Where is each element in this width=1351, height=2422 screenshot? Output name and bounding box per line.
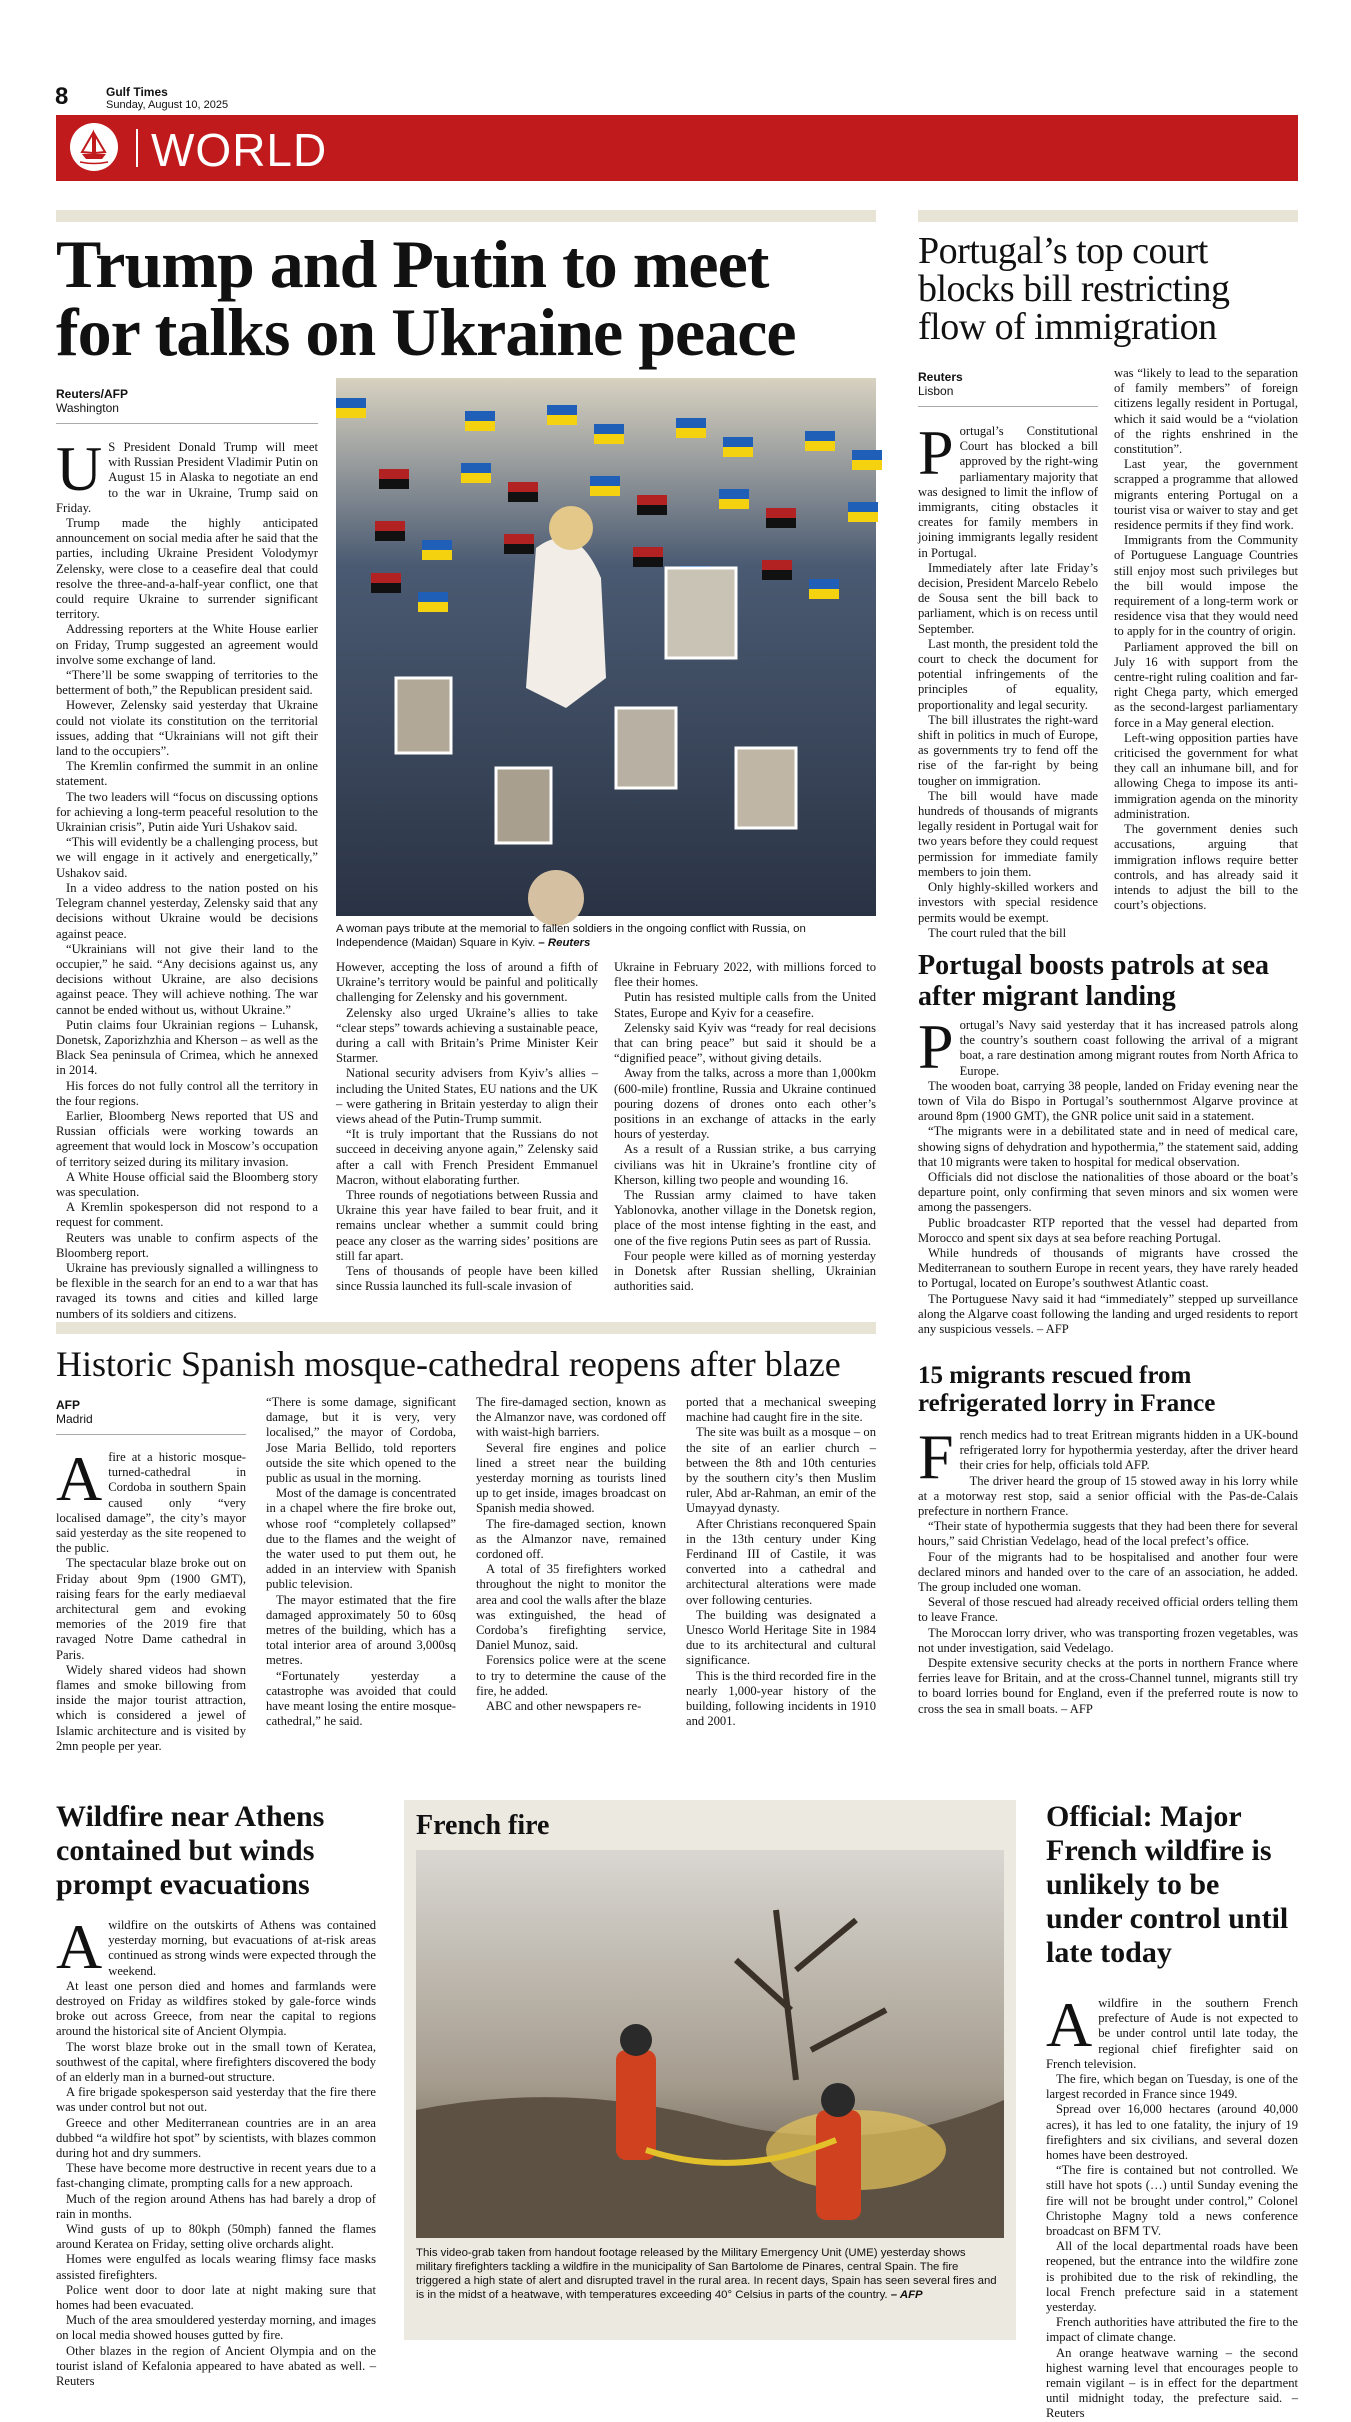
section-rule-mosque bbox=[56, 1322, 876, 1334]
paragraph: “There’ll be some swapping of territories to the betterment of both,” the Republican president said. bbox=[56, 668, 318, 698]
paragraph: Several of those rescued had already received official orders telling them to leave France. bbox=[918, 1595, 1298, 1625]
paragraph: Ukraine has previously signalled a willingness to be flexible in the search for an end to a war that has ravaged its towns and cities and killed large numbers of its soldiers and citizens. bbox=[56, 1260, 318, 1321]
paragraph: The wooden boat, carrying 38 people, landed on Friday evening near the town of Vila do Bispo in Portugal’s southernmost Algarve province at around 8pm (1900 GMT), the GNR police unit said in a statement. bbox=[918, 1078, 1298, 1124]
main-headline-line-2: for talks on Ukraine peace bbox=[56, 294, 796, 370]
caption-credit: – Reuters bbox=[535, 937, 591, 949]
french-fire-box bbox=[404, 1800, 1016, 2340]
paragraph: The Kremlin confirmed the summit in an online statement. bbox=[56, 759, 318, 789]
paragraph: This is the third recorded fire in the nearly 1,000-year history of the building, following incidents in 1910 and 2001. bbox=[686, 1668, 876, 1729]
paragraph: ABC and other newspapers re- bbox=[486, 1699, 642, 1714]
caption-text: This video-grab taken from handout footage released by the Military Emergency Unit (UME) yesterday shows military firefighters tackling a wildfire in the municipality of San Bartolome de Pinares, central Spain. The fire triggered a high state of alert and disrupted travel in the rural area. In recent days, Spain has seen several fires and is in the midst of a heatwave, with temperatures exceeding 40° Celsius in parts of the country. bbox=[416, 2247, 997, 2301]
athens-body bbox=[56, 1911, 376, 2389]
paragraph: “Their state of hypothermia suggests that they had been there for several hours,” said Christian Vedelago, head of the local prefect’s office. bbox=[918, 1519, 1298, 1549]
athens-headline: Wildfire near Athens contained but winds prompt evacuations bbox=[56, 1800, 325, 1901]
paragraph: ortugal’s Constitutional Court has blocked a bill approved by the right-wing parliamentary majority that was designed to limit the inflow of immigrants, citing obstacles it creates for family members in joining immigrants legally resident in Portugal. bbox=[918, 424, 1098, 560]
paragraph: Spread over 16,000 hectares (around 40,000 acres), it has led to one fatality, the injury of 19 firefighters and six civilians, and several dozen homes have been destroyed. bbox=[1046, 2102, 1298, 2163]
mosque-byline-block bbox=[56, 1398, 246, 1435]
paragraph: Widely shared videos had shown flames and smoke billowing from inside the major tourist attraction, which is considered a jewel of Islamic architecture and is visited by 2mn people per year. bbox=[56, 1662, 246, 1753]
dropcap: P bbox=[918, 417, 954, 488]
paragraph: The driver heard the group of 15 stowed away in his lorry while at a motorway rest stop, said a senior official with the Pas-de-Calais prefecture in northern France. bbox=[918, 1473, 1298, 1519]
paragraph: The Portuguese Navy said it had “immediately” stepped up surveillance along the Algarve coast following the landing and urged residents to report any suspicious vessels. – AFP bbox=[918, 1291, 1298, 1337]
lorry-text bbox=[918, 1421, 1298, 1717]
section-banner bbox=[56, 115, 1298, 181]
main-headline bbox=[56, 226, 886, 370]
portugal-court-column-1 bbox=[918, 417, 1098, 972]
portugal-court-headline: Portugal’s top court blocks bill restricting flow of immigration bbox=[918, 230, 1230, 348]
paragraph: As a result of a Russian strike, a bus carrying civilians was hit in Ukraine’s frontline city of Kherson, killing two people and wounding 16. bbox=[614, 1142, 876, 1187]
paragraph: was “likely to lead to the separation of family members” of foreign citizens legally resident in Portugal, which it said would be a “violation of the rights enshrined in the constitution”. bbox=[1114, 366, 1298, 457]
main-column-1 bbox=[56, 433, 318, 1408]
paragraph: A White House official said the Bloomberg story was speculation. bbox=[56, 1169, 318, 1199]
paragraph: ported that a mechanical sweeping machine had caught fire in the site. bbox=[686, 1395, 876, 1425]
dateline: Madrid bbox=[56, 1412, 93, 1426]
mosque-col2-text bbox=[266, 1395, 456, 1729]
paragraph: Wind gusts of up to 80kph (50mph) fanned the flames around Keratea on Friday, setting olive orchards alight. bbox=[56, 2222, 376, 2252]
portugal-court-col1-text bbox=[918, 417, 1098, 941]
portugal-court-byline-block bbox=[918, 370, 1098, 407]
lorry-headline: 15 migrants rescued from refrigerated lorry in France bbox=[918, 1362, 1216, 1417]
lorry-body bbox=[918, 1421, 1298, 1772]
caption-credit: – AFP bbox=[887, 2289, 923, 2301]
paragraph: “Fortunately yesterday a catastrophe was avoided that could have meant losing the entire mosque-cathedral,” he said. bbox=[266, 1668, 456, 1729]
paragraph: The fire, which began on Tuesday, is one of the largest recorded in France since 1949. bbox=[1046, 2072, 1298, 2102]
athens-text bbox=[56, 1911, 376, 2389]
aude-body bbox=[1046, 1989, 1298, 2421]
paragraph: The spectacular blaze broke out on Friday about 9pm (1900 GMT), raising fears for the early mediaeval architectural gem and evoking memories of the 2019 fire that ravaged Notre Dame cathedral in Paris. bbox=[56, 1556, 246, 1662]
byline-rule bbox=[56, 423, 318, 424]
dropcap: F bbox=[918, 1421, 954, 1492]
paragraph: Left-wing opposition parties have criticised the government for what they call an inhumane bill, and for allowing Chega to impose its anti-immigration agenda on the minority administration. bbox=[1114, 730, 1298, 821]
byline: Reuters/AFP bbox=[56, 387, 129, 401]
main-col3-text bbox=[614, 960, 876, 1294]
paragraph: The building was designated a Unesco World Heritage Site in 1984 due to its architectural and cultural significance. bbox=[686, 1607, 876, 1668]
paragraph: Trump made the highly anticipated announcement on social media after he said that the parties, including Ukraine President Volodymyr Zelensky, were close to a ceasefire deal that could resolve the three-and-a-half-year conflict, one that could require Ukraine to surrender significant territory. bbox=[56, 516, 318, 622]
dropcap: U bbox=[56, 433, 103, 504]
portugal-court-col2-text bbox=[1114, 366, 1298, 913]
portugal-patrols-text bbox=[918, 1011, 1298, 1337]
paragraph: ortugal’s Navy said yesterday that it has increased patrols along the country’s southern coast following the arrival of a migrant boat, a rare destination among migrant routes from North Africa to Europe. bbox=[959, 1018, 1298, 1078]
paragraph: The fire-damaged section, known as the Almanzor nave, was cordoned off with waist-high barriers. bbox=[476, 1395, 666, 1440]
paragraph: An orange heatwave warning – the second highest warning level that encourages people to remain vigilant – is in effect for the department until midnight today, the prefecture said. – Reuters bbox=[1046, 2345, 1298, 2421]
dateline: Lisbon bbox=[918, 384, 954, 398]
main-headline-line-1: Trump and Putin to meet bbox=[56, 226, 769, 302]
paragraph: The fire-damaged section, known as the Almanzor nave, remained cordoned off. bbox=[476, 1516, 666, 1562]
paragraph: Four people were killed as of morning yesterday in Donetsk after Russian shelling, Ukrainian authorities said. bbox=[614, 1248, 876, 1294]
mosque-column-3 bbox=[476, 1395, 666, 1772]
paragraph: Zelensky said Kyiv was “ready for real decisions that can bring peace” but said it should be a “dignified peace”, without giving details. bbox=[614, 1020, 876, 1066]
paragraph: French authorities have attributed the fire to the impact of climate change. bbox=[1046, 2315, 1298, 2345]
banner-divider bbox=[136, 129, 138, 167]
paragraph: After Christians reconquered Spain in the 13th century under King Ferdinand III of Castile, it was converted into a cathedral and architectural alterations were made over following centuries. bbox=[686, 1516, 876, 1607]
paragraph: S President Donald Trump will meet with Russian President Vladimir Putin on August 15 in Alaska to negotiate an end to the war in Ukraine, Trump said on Friday. bbox=[56, 440, 318, 515]
portugal-patrols-body bbox=[918, 1011, 1298, 1348]
paragraph: The site was built as a mosque – on the site of an earlier church – between the 8th and 10th centuries by the southern city’s then Muslim ruler, Abd ar-Rahman, an emir of the Umayyad dynasty. bbox=[686, 1425, 876, 1516]
paragraph: Away from the talks, across a more than 1,000km (600-mile) frontline, Russia and Ukraine continued pouring dozens of drones onto each other’s positions in an exchange of attacks in the early hours of yesterday. bbox=[614, 1066, 876, 1142]
paragraph: However, accepting the loss of around a fifth of Ukraine’s territory would be painful and politically challenging for Zelensky and his government. bbox=[336, 960, 598, 1005]
paragraph: “The migrants were in a debilitated state and in need of medical care, showing signs of dehydration and hypothermia,” the statement said, adding that 10 migrants were taken to hospital for medical observation. bbox=[918, 1124, 1298, 1169]
paragraph: National security advisers from Kyiv’s allies – including the United States, EU nations and the UK – were gathering in Britain yesterday to align their views ahead of the Putin-Trump summit. bbox=[336, 1066, 598, 1127]
aude-text bbox=[1046, 1989, 1298, 2422]
main-column-3 bbox=[614, 960, 876, 1408]
byline-rule bbox=[918, 406, 1098, 407]
paragraph: Only highly-skilled workers and investors with special residence permits would be exempt. bbox=[918, 880, 1098, 925]
main-col1-text bbox=[56, 433, 318, 1322]
paragraph: These have become more destructive in recent years due to a fast-changing climate, prompting calls for a new approach. bbox=[56, 2161, 376, 2191]
paragraph: Several fire engines and police lined a street near the building yesterday morning as tourists lined up to get inside, images broadcast on Spanish media showed. bbox=[476, 1440, 666, 1516]
page-number: 8 bbox=[55, 83, 69, 110]
paragraph: wildfire on the outskirts of Athens was contained yesterday morning, but evacuations of at-risk areas continued as strong winds were expected through the weekend. bbox=[108, 1918, 376, 1978]
mosque-col4-text bbox=[686, 1395, 876, 1729]
portugal-patrols-headline: Portugal boosts patrols at sea after migrant landing bbox=[918, 950, 1270, 1012]
mosque-column-2 bbox=[266, 1395, 456, 1772]
paragraph: However, Zelensky said yesterday that Ukraine could not violate its constitution on the territorial issues, adding that “Ukrainians will not gift their land to the occupiers”. bbox=[56, 698, 318, 759]
paragraph: Other blazes in the region of Ancient Olympia and on the tourist island of Kefalonia appeared to have abated as well. – Reuters bbox=[56, 2343, 376, 2389]
paragraph: Reuters was unable to confirm aspects of the Bloomberg report. bbox=[56, 1230, 318, 1260]
paragraph: Addressing reporters at the White House earlier on Friday, Trump suggested an agreement would involve some exchange of land. bbox=[56, 622, 318, 667]
paragraph: Officials did not disclose the nationalities of those aboard or the boat’s departure point, only confirming that seven minors and six women were among the passengers. bbox=[918, 1170, 1298, 1215]
paragraph: The court ruled that the bill bbox=[928, 925, 1067, 940]
paragraph: Much of the area smouldered yesterday morning, and images on local media showed houses gutted by fire. bbox=[56, 2313, 376, 2343]
dropcap: P bbox=[918, 1011, 954, 1082]
paragraph: Last year, the government scrapped a programme that allowed migrants entering Portugal on a tourist visa or waiver to stay and get residence permits if they find work. bbox=[1114, 457, 1298, 533]
paragraph: The bill would have made hundreds of thousands of migrants legally resident in Portugal wait for two years before they could request permission for immediate family members to join them. bbox=[918, 788, 1098, 879]
paragraph: Forensics police were at the scene to try to determine the cause of the fire, he added. bbox=[476, 1653, 666, 1698]
dropcap: A bbox=[1046, 1989, 1093, 2060]
dhow-boat-icon bbox=[70, 123, 118, 171]
paragraph: “The fire is contained but not controlled. We still have hot spots (…) until Sunday evening the fire will not be brought under control,” Colonel Christophe Magny told a news conference broadcast on BFM TV. bbox=[1046, 2163, 1298, 2239]
section-rule bbox=[56, 210, 876, 222]
mosque-column-4 bbox=[686, 1395, 876, 1772]
paragraph: “It is truly important that the Russians do not succeed in deceiving anyone again,” Zelensky said after a call with French President Emmanuel Macron, without elaborating further. bbox=[336, 1127, 598, 1187]
paragraph: The government denies such accusations, arguing that immigration inflows require better controls, and has already said it intends to adjust the bill to the court’s objections. bbox=[1114, 822, 1298, 913]
french-fire-caption bbox=[416, 2246, 1004, 2302]
paragraph: All of the local departmental roads have been reopened, but the entrance into the wildfire zone is prohibited due to the risk of rekindling, the local French prefecture said in a statement yesterday. bbox=[1046, 2239, 1298, 2315]
byline: AFP bbox=[56, 1398, 80, 1412]
french-fire-title: French fire bbox=[416, 1810, 550, 1841]
paragraph: At least one person died and homes and farmlands were destroyed on Friday as wildfires stoked by gale-force winds broke out across Greece, from near the capital to regions around the historical site of Ancient Olympia. bbox=[56, 1978, 376, 2039]
paragraph: Homes were engulfed as locals wearing flimsy face masks assisted firefighters. bbox=[56, 2252, 376, 2282]
paragraph: Parliament approved the bill on July 16 with support from the centre-right ruling coalition and far-right Chega party, which emerged as the second-largest parliamentary force in a May general election. bbox=[1114, 639, 1298, 730]
kyiv-memorial-photo bbox=[336, 378, 876, 916]
paragraph: The two leaders will “focus on discussing options for achieving a long-term peaceful resolution to the Ukrainian crisis”, Putin aide Yuri Ushakov said. bbox=[56, 789, 318, 835]
paragraph: “This will evidently be a challenging process, but we will engage in it actively and energetically,” Ushakov said. bbox=[56, 835, 318, 880]
paragraph: Most of the damage is concentrated in a chapel where the fire broke out, whose roof “completely collapsed” due to the flames and the weight of the water used to put them out, he added in an interview with Spanish public television. bbox=[266, 1486, 456, 1592]
paragraph: Greece and other Mediterranean countries are in an area dubbed “a wildfire hot spot” by scientists, with blazes common during hot and dry summers. bbox=[56, 2115, 376, 2161]
paragraph: The Russian army claimed to have taken Yablonovka, another village in the Donetsk region, place of the most intense fighting in the east, and one of the five regions Putin sees as part of Russia. bbox=[614, 1188, 876, 1248]
paragraph: Police went door to door late at night making sure that homes had been evacuated. bbox=[56, 2282, 376, 2313]
paragraph: Three rounds of negotiations between Russia and Ukraine this year have failed to bear fruit, and it remains unclear whether a summit could bring peace any closer as the warring sides’ positions are still far apart. bbox=[336, 1188, 598, 1263]
paragraph: Earlier, Bloomberg News reported that US and Russian officials were working towards an agreement that would lock in Moscow’s occupation of territory seized during its military invasion. bbox=[56, 1108, 318, 1169]
paragraph: Despite extensive security checks at the ports in northern France where ferries leave for Britain, and at the cross-Channel tunnel, migrants still try to board lorries bound for England, even if the preferred route is now to cross the sea in small boats. – AFP bbox=[918, 1656, 1298, 1716]
section-rule-right bbox=[918, 210, 1298, 222]
paragraph: Ukraine in February 2022, with millions forced to flee their homes. bbox=[614, 960, 876, 990]
main-column-2 bbox=[336, 960, 598, 1408]
byline: Reuters bbox=[918, 370, 963, 384]
paragraph: While hundreds of thousands of migrants have crossed the Mediterranean to southern Europe in recent years, they have rarely headed to Portugal, located on Europe’s southwest Atlantic coast. bbox=[918, 1246, 1298, 1291]
byline-rule bbox=[56, 1434, 246, 1435]
publication-date: Sunday, August 10, 2025 bbox=[106, 99, 229, 111]
paragraph: His forces do not fully control all the territory in the four regions. bbox=[56, 1078, 318, 1108]
paragraph: Much of the region around Athens has had barely a drop of rain in months. bbox=[56, 2191, 376, 2221]
main-col2-text bbox=[336, 960, 598, 1294]
paragraph: “There is some damage, significant damage, but it is very, very localised,” the mayor of Cordoba, Jose Maria Bellido, told reporters outside the site which opened to the public as usual in the morning. bbox=[266, 1395, 456, 1486]
paragraph: Four of the migrants had to be hospitalised and another four were declared minors and handed over to the care of an association, he added. The group included one woman. bbox=[918, 1549, 1298, 1595]
paragraph: Putin has resisted multiple calls from the United States, Europe and Kyiv for a ceasefire. bbox=[614, 990, 876, 1020]
paragraph: A total of 35 firefighters worked throughout the night to monitor the area and cool the walls after the blaze was extinguished, the head of Cordoba’s firefighting service, Daniel Munoz, said. bbox=[476, 1562, 666, 1653]
paragraph: Last month, the president told the court to check the document for potential infringements of the principles of equality, proportionality and legal security. bbox=[918, 636, 1098, 712]
paragraph: The mayor estimated that the fire damaged approximately 50 to 60sq metres of the building, which has a total interior area of around 3,000sq metres. bbox=[266, 1592, 456, 1668]
paragraph: The Moroccan lorry driver, who was transporting frozen vegetables, was not under investigation, said Vedelago. bbox=[918, 1625, 1298, 1655]
mosque-headline: Historic Spanish mosque-cathedral reopens after blaze bbox=[56, 1344, 841, 1384]
french-fire-photo bbox=[416, 1850, 1004, 2238]
kyiv-photo-caption bbox=[336, 922, 876, 950]
paragraph: “Ukrainians will not give their land to the occupier,” he said. “Any decisions against us, any decisions without Ukraine, are also decisions against peace. They will achieve nothing. The war cannot be ended without us, without Ukraine.” bbox=[56, 941, 318, 1017]
mosque-col3-text bbox=[476, 1395, 666, 1714]
paragraph: In a video address to the nation posted on his Telegram channel yesterday, Zelensky said that any decisions without Ukraine would be decisions against peace. bbox=[56, 880, 318, 941]
paragraph: A fire brigade spokesperson said yesterday that the fire there was under control but not out. bbox=[56, 2085, 376, 2115]
caption-text: A woman pays tribute at the memorial to fallen soldiers in the ongoing conflict with Russia, on Independence (Maidan) Square in Kyiv. bbox=[336, 923, 806, 949]
publication-name: Gulf Times bbox=[106, 85, 168, 99]
paragraph: Putin claims four Ukrainian regions – Luhansk, Donetsk, Zaporizhzhia and Kherson – as well as the Black Sea peninsula of Crimea, which he annexed in 2014. bbox=[56, 1017, 318, 1078]
dropcap: A bbox=[56, 1443, 103, 1514]
paragraph: Zelensky also urged Ukraine’s allies to take “clear steps” towards achieving a sustainable peace, during a call with Britain’s Prime Minister Keir Starmer. bbox=[336, 1005, 598, 1066]
paragraph: A Kremlin spokesperson did not respond to a request for comment. bbox=[56, 1200, 318, 1230]
section-title: WORLD bbox=[151, 124, 328, 176]
paragraph: rench medics had to treat Eritrean migrants hidden in a UK-bound refrigerated lorry for hypothermia yesterday, after the driver heard their cries for help, officials told AFP. bbox=[959, 1428, 1298, 1473]
dateline: Washington bbox=[56, 401, 119, 415]
mosque-column-1 bbox=[56, 1443, 246, 1772]
paragraph: Immediately after late Friday’s decision, President Marcelo Rebelo de Sousa sent the bill back to parliament, which is on recess until September. bbox=[918, 560, 1098, 636]
paragraph: wildfire in the southern French prefecture of Aude is not expected to be under control until late today, the regional chief firefighter said on French television. bbox=[1046, 1996, 1298, 2071]
paragraph: Public broadcaster RTP reported that the vessel had departed from Morocco and spent six days at sea before reaching Portugal. bbox=[918, 1215, 1298, 1245]
main-byline-block bbox=[56, 387, 318, 424]
paragraph: The worst blaze broke out in the small town of Keratea, southwest of the capital, where firefighters discovered the body of an elderly man in a burned-out structure. bbox=[56, 2039, 376, 2085]
dropcap: A bbox=[56, 1911, 103, 1982]
paragraph: The bill illustrates the right-ward shift in politics in much of Europe, as governments try to fend off the rise of the far-right by being tougher on immigration. bbox=[918, 712, 1098, 788]
portugal-court-column-2 bbox=[1114, 366, 1298, 972]
paragraph: Immigrants from the Community of Portuguese Language Countries still enjoy most such privileges but the bill would impose the requirement of a long-term work or residence visa that they would need to apply for in the country of origin. bbox=[1114, 533, 1298, 639]
aude-headline: Official: Major French wildfire is unlikely to be under control until late today bbox=[1046, 1800, 1289, 1969]
paragraph: Tens of thousands of people have been killed since Russia launched its full-scale invasion of bbox=[336, 1264, 598, 1294]
paragraph: fire at a historic mosque-turned-cathedral in Cordoba in southern Spain caused only “very localised damage”, the city’s mayor said yesterday as the site reopened to the public. bbox=[56, 1450, 246, 1556]
